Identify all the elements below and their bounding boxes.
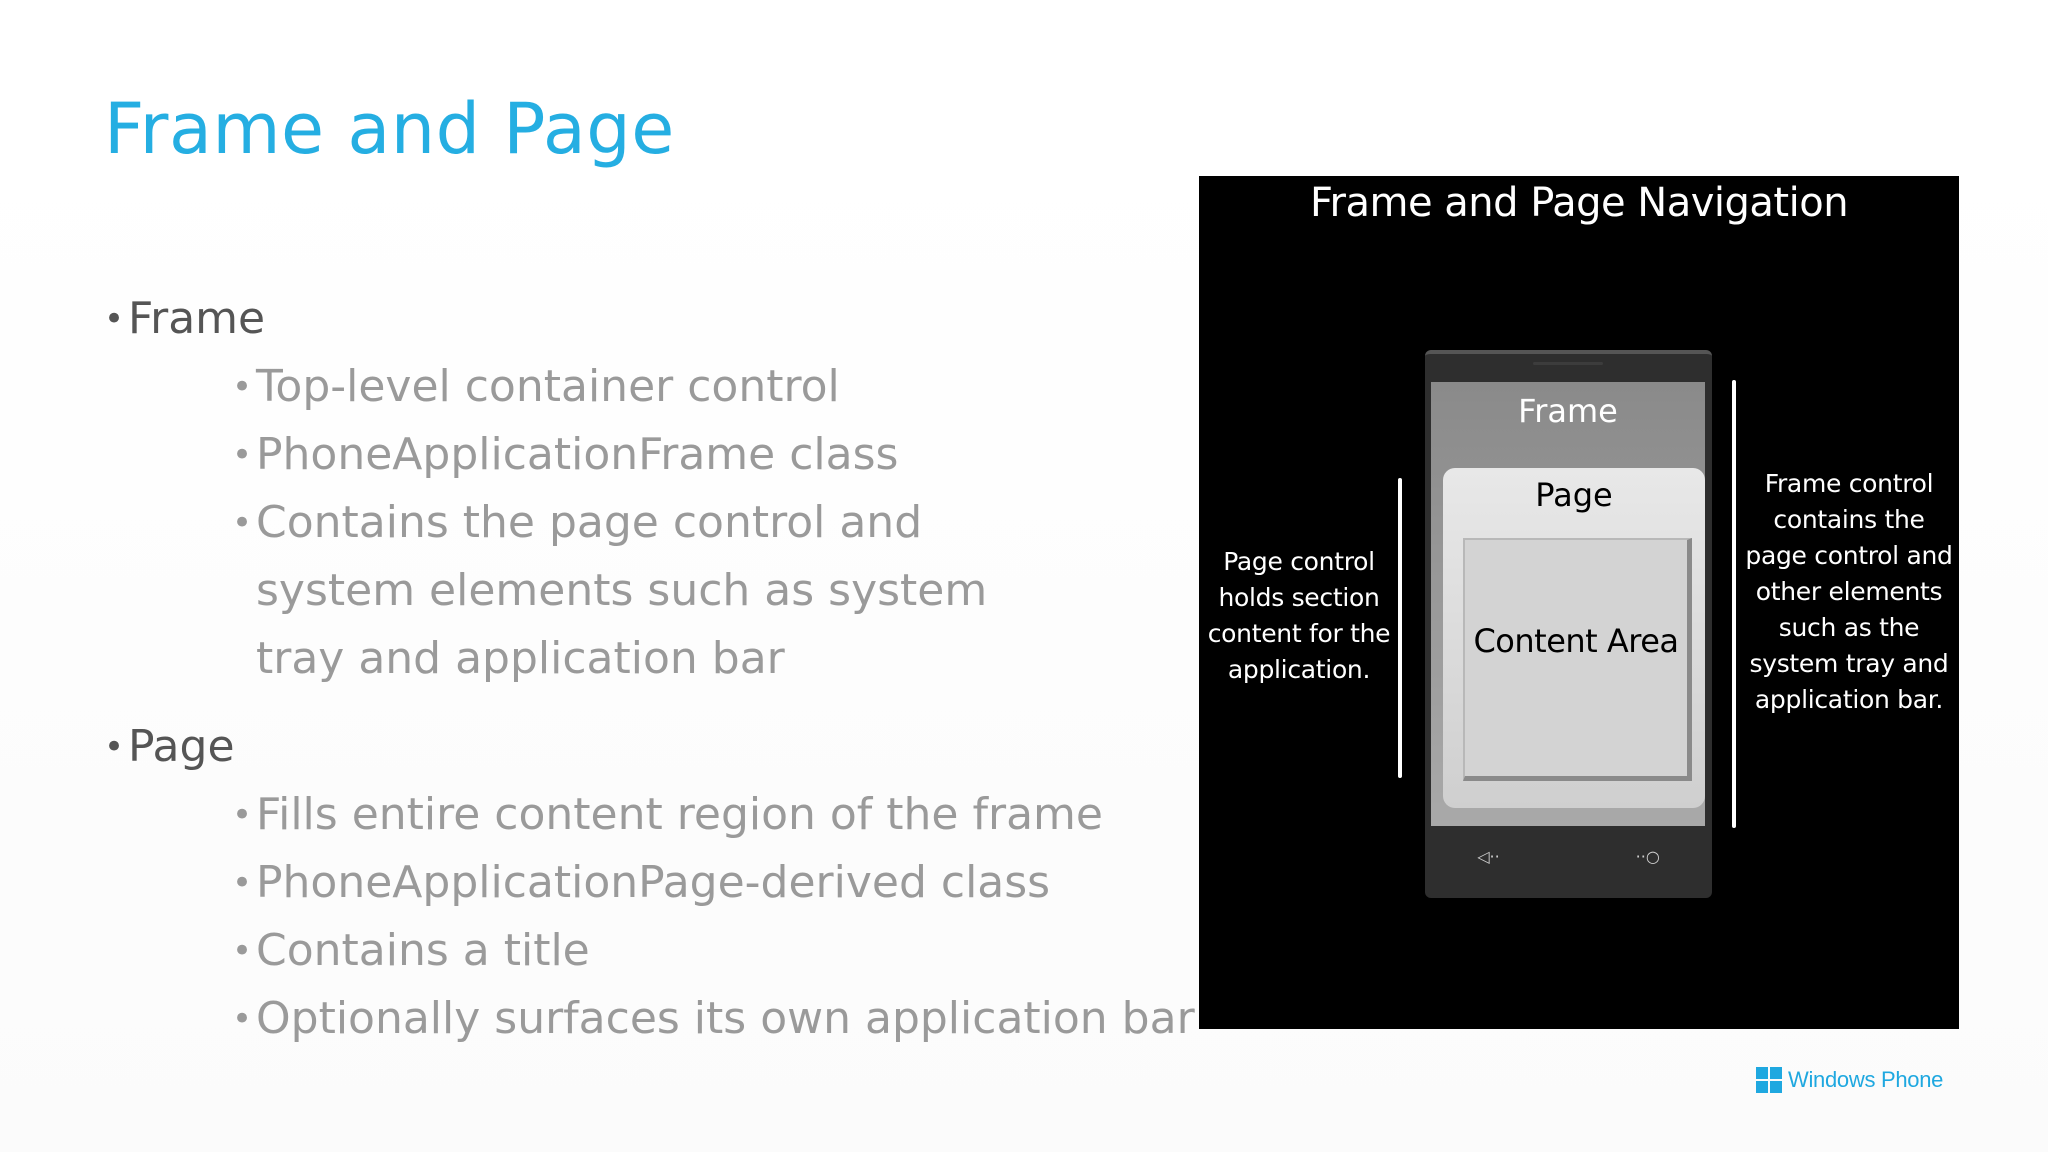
content-area-label: Content Area	[1473, 622, 1679, 660]
frame-label: Frame	[1518, 392, 1618, 430]
page-bracket-line	[1398, 478, 1402, 778]
phone-illustration	[1425, 350, 1712, 898]
sub-bullet: • Contains a title	[232, 917, 1154, 985]
bullet-list	[104, 285, 1195, 1053]
frame-bracket-line	[1732, 380, 1736, 828]
logo-text: Windows Phone	[1788, 1067, 1944, 1092]
bullet-gap	[104, 693, 1154, 713]
sub-bullet: • Fills entire content region of the frame	[232, 781, 1154, 849]
sub-bullet: • PhoneApplicationFrame class	[232, 421, 1154, 489]
sub-bullet: • Top-level container control	[232, 353, 1154, 421]
bullet-page: • Page	[104, 713, 1154, 781]
content-area	[1463, 538, 1692, 781]
bullet-frame: • Frame	[104, 285, 1154, 353]
sub-bullet: • PhoneApplicationPage-derived class	[232, 849, 1154, 917]
sub-bullet: • Optionally surfaces its own application bar	[232, 985, 1154, 1053]
page-caption: Page control holds section content for the application.	[1207, 547, 1391, 684]
sub-bullet: • Contains the page control and system elements such as system tray and application bar	[232, 489, 1036, 693]
diagram-title: Frame and Page Navigation	[1309, 180, 1849, 226]
slide-title: Frame and Page	[104, 88, 675, 170]
phone-speaker	[1533, 362, 1603, 365]
windows-start-icon	[1556, 843, 1580, 868]
search-icon	[1636, 847, 1660, 866]
frame-caption: Frame control contains the page control and other elements such as the system tray and application bar.	[1745, 469, 1953, 714]
frame-area	[1431, 382, 1705, 826]
phone-nav-bar	[1425, 836, 1712, 876]
page-label: Page	[1535, 476, 1613, 514]
back-icon	[1477, 847, 1499, 866]
windows-phone-logo	[1756, 1067, 1943, 1093]
page-area	[1443, 468, 1705, 808]
navigation-diagram	[1199, 176, 1959, 1029]
windows-logo-icon	[1756, 1067, 1782, 1093]
